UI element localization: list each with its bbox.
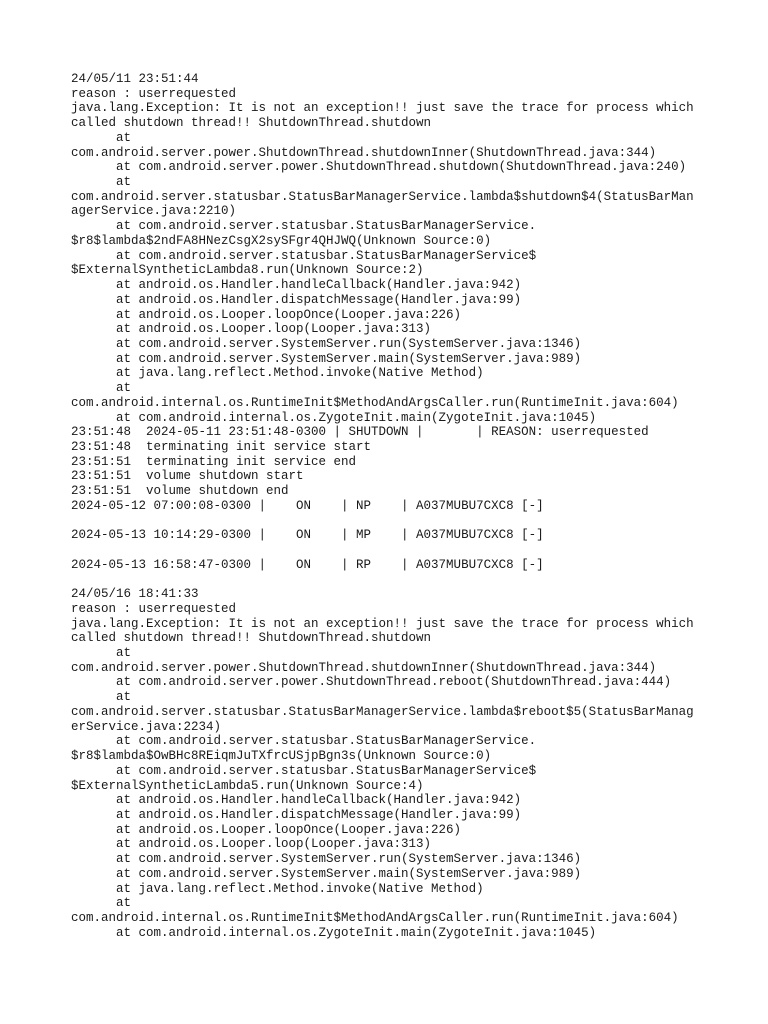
log-line: 23:51:48 terminating init service start xyxy=(71,439,372,454)
log-line: at com.android.server.statusbar.StatusBarManagerService. xyxy=(71,734,537,749)
log-line: called shutdown thread!! ShutdownThread.shutdown xyxy=(71,116,432,131)
log-line: com.android.internal.os.RuntimeInit$MethodAndArgsCaller.run(RuntimeInit.java:604) xyxy=(71,910,679,925)
log-line: at xyxy=(71,381,132,396)
log-line: 2024-05-13 10:14:29-0300 | ON | MP | A037MUBU7CXC8 [-] xyxy=(71,528,544,543)
log-line: com.android.server.statusbar.StatusBarManagerService.lambda$reboot$5(StatusBarManag xyxy=(71,704,694,719)
log-line: $ExternalSyntheticLambda5.run(Unknown Source:4) xyxy=(71,778,424,793)
log-line: at com.android.internal.os.ZygoteInit.main(ZygoteInit.java:1045) xyxy=(71,925,597,940)
log-line: $ExternalSyntheticLambda8.run(Unknown Source:2) xyxy=(71,263,424,278)
log-line: $r8$lambda$OwBHc8REiqmJuTXfrcUSjpBgn3s(Unknown Source:0) xyxy=(71,749,492,764)
log-line: at com.android.server.SystemServer.main(SystemServer.java:989) xyxy=(71,866,582,881)
log-line: at xyxy=(71,896,132,911)
log-line: at java.lang.reflect.Method.invoke(Native Method) xyxy=(71,881,484,896)
log-line: at xyxy=(71,175,132,190)
log-line: at android.os.Looper.loop(Looper.java:313) xyxy=(71,837,432,852)
log-line: at com.android.server.statusbar.StatusBarManagerService$ xyxy=(71,763,537,778)
log-line: at xyxy=(71,130,132,145)
log-line: 24/05/11 23:51:44 xyxy=(71,72,199,86)
log-line: at com.android.server.SystemServer.main(SystemServer.java:989) xyxy=(71,351,582,366)
log-line: at android.os.Handler.dispatchMessage(Handler.java:99) xyxy=(71,292,522,307)
log-line: $r8$lambda$2ndFA8HNezCsgX2sySFgr4QHJWQ(Unknown Source:0) xyxy=(71,233,492,248)
log-line: at com.android.server.SystemServer.run(SystemServer.java:1346) xyxy=(71,852,582,867)
log-line: java.lang.Exception: It is not an exception!! just save the trace for process which xyxy=(71,101,694,116)
log-line: at com.android.internal.os.ZygoteInit.main(ZygoteInit.java:1045) xyxy=(71,410,597,425)
log-line: reason : userrequested xyxy=(71,601,237,616)
log-line: 23:51:48 2024-05-11 23:51:48-0300 | SHUTDOWN | | REASON: userrequested xyxy=(71,425,649,440)
log-line: com.android.internal.os.RuntimeInit$MethodAndArgsCaller.run(RuntimeInit.java:604) xyxy=(71,395,679,410)
log-line: reason : userrequested xyxy=(71,86,237,101)
log-line: at android.os.Looper.loopOnce(Looper.java:226) xyxy=(71,822,462,837)
log-line: erService.java:2234) xyxy=(71,719,222,734)
log-line: at com.android.server.statusbar.StatusBarManagerService$ xyxy=(71,248,537,263)
log-line xyxy=(71,543,711,558)
log-line: called shutdown thread!! ShutdownThread.shutdown xyxy=(71,631,432,646)
log-line: 2024-05-12 07:00:08-0300 | ON | NP | A037MUBU7CXC8 [-] xyxy=(71,498,544,513)
log-line: at xyxy=(71,690,132,705)
log-line: at android.os.Handler.handleCallback(Handler.java:942) xyxy=(71,793,522,808)
log-line: at com.android.server.statusbar.StatusBarManagerService. xyxy=(71,219,537,234)
log-line: 24/05/16 18:41:33 xyxy=(71,587,199,602)
log-line: at android.os.Handler.handleCallback(Handler.java:942) xyxy=(71,278,522,293)
log-line: java.lang.Exception: It is not an exception!! just save the trace for process which xyxy=(71,616,694,631)
log-line: com.android.server.power.ShutdownThread.shutdownInner(ShutdownThread.java:344) xyxy=(71,145,657,160)
log-line: 23:51:51 volume shutdown start xyxy=(71,469,304,484)
log-line: at java.lang.reflect.Method.invoke(Native Method) xyxy=(71,366,484,381)
log-line: 23:51:51 terminating init service end xyxy=(71,454,357,469)
log-line: at android.os.Handler.dispatchMessage(Handler.java:99) xyxy=(71,807,522,822)
log-line: at com.android.server.power.ShutdownThread.shutdown(ShutdownThread.java:240) xyxy=(71,160,687,175)
log-text-block xyxy=(71,72,711,940)
log-line: at android.os.Looper.loopOnce(Looper.java:226) xyxy=(71,307,462,322)
log-line: 23:51:51 volume shutdown end xyxy=(71,484,289,499)
log-line: com.android.server.power.ShutdownThread.shutdownInner(ShutdownThread.java:344) xyxy=(71,660,657,675)
log-line xyxy=(71,572,711,587)
log-line: com.android.server.statusbar.StatusBarManagerService.lambda$shutdown$4(StatusBarMan xyxy=(71,189,694,204)
log-line: at com.android.server.SystemServer.run(SystemServer.java:1346) xyxy=(71,336,582,351)
log-line: 2024-05-13 16:58:47-0300 | ON | RP | A037MUBU7CXC8 [-] xyxy=(71,557,544,572)
log-line: at xyxy=(71,646,132,661)
log-line: agerService.java:2210) xyxy=(71,204,237,219)
log-line: at com.android.server.power.ShutdownThread.reboot(ShutdownThread.java:444) xyxy=(71,675,672,690)
log-line xyxy=(71,514,711,529)
log-line: at android.os.Looper.loop(Looper.java:313) xyxy=(71,322,432,337)
